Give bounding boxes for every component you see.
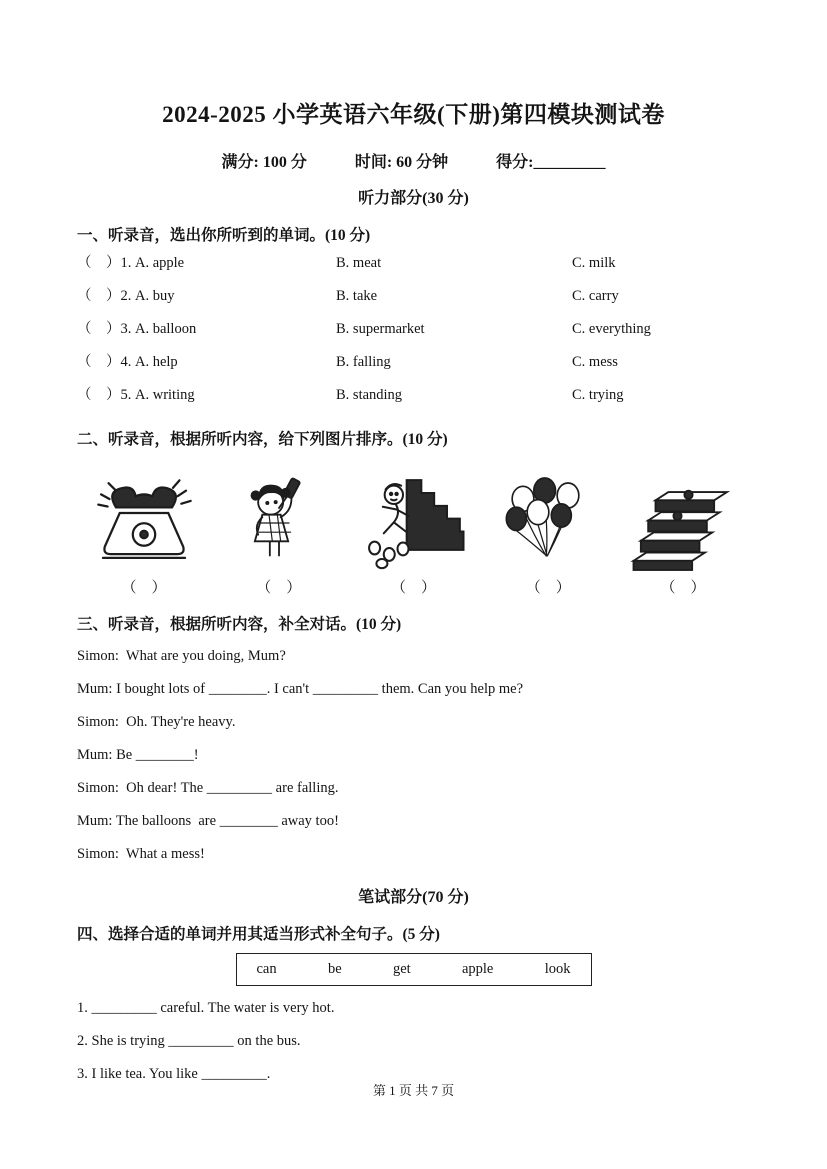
option-c: C. everything xyxy=(572,321,651,337)
choice-row xyxy=(77,379,750,412)
section-2-title: 二、听录音，根据所听内容，给下列图片排序。(10 分) xyxy=(77,431,448,448)
picture-cell xyxy=(212,457,346,597)
picture-cell xyxy=(481,457,615,597)
option-a: A. help xyxy=(135,354,178,370)
picture-cell xyxy=(77,457,211,597)
answer-bracket: （ ） xyxy=(121,580,167,596)
answer-bracket: （ ） xyxy=(256,580,302,596)
picture-row xyxy=(77,457,750,597)
word-bank-word: can xyxy=(256,961,277,977)
boy-falling-image xyxy=(359,457,469,573)
option-c: C. mess xyxy=(572,354,618,370)
time-label: 时间: 60 分钟 xyxy=(354,154,449,171)
balloons-image xyxy=(498,457,598,573)
answer-bracket: （ ）3. xyxy=(77,321,132,337)
option-c: C. carry xyxy=(572,288,619,304)
sentence-line: 3. I like tea. You like _________. xyxy=(77,1066,271,1082)
section-1-choices xyxy=(77,247,750,412)
word-bank-word: apple xyxy=(461,961,494,977)
section-4-title: 四、选择合适的单词并用其适当形式补全句子。(5 分) xyxy=(77,926,440,943)
picture-cell xyxy=(616,457,750,597)
dialogue-line: Simon: What a mess! xyxy=(77,846,205,862)
sentence-line: 1. _________ careful. The water is very hot. xyxy=(77,1000,335,1016)
dialogue-line: Simon: Oh dear! The _________ are falling. xyxy=(77,780,339,796)
option-c: C. milk xyxy=(572,255,616,271)
option-a: A. balloon xyxy=(135,321,197,337)
page-number-footer: 第 1 页 共 7 页 xyxy=(372,1083,455,1098)
option-b: B. meat xyxy=(336,255,382,271)
answer-bracket: （ ） xyxy=(525,580,571,596)
word-bank-word: look xyxy=(544,961,571,977)
choice-row xyxy=(77,247,750,280)
option-c: C. trying xyxy=(572,387,624,403)
section-3-title: 三、听录音，根据所听内容，补全对话。(10 分) xyxy=(77,616,402,633)
dialogue-line: Simon: What are you doing, Mum? xyxy=(77,648,286,664)
listening-section-header: 听力部分(30 分) xyxy=(358,190,469,207)
option-b: B. falling xyxy=(336,354,391,370)
full-score-label: 满分: 100 分 xyxy=(221,154,307,171)
word-bank-word: be xyxy=(327,961,342,977)
answer-bracket: （ ） xyxy=(390,580,436,596)
option-b: B. standing xyxy=(336,387,403,403)
choice-row xyxy=(77,346,750,379)
answer-bracket: （ ）4. xyxy=(77,354,132,370)
dialogue-line: Mum: The balloons are ________ away too! xyxy=(77,813,339,829)
option-a: A. buy xyxy=(135,288,175,304)
answer-bracket: （ ）2. xyxy=(77,288,132,304)
answer-bracket: （ ）1. xyxy=(77,255,132,271)
written-section-header: 笔试部分(70 分) xyxy=(358,889,469,906)
choice-row xyxy=(77,280,750,313)
dialogue-line: Mum: Be ________! xyxy=(77,747,199,763)
fill-in-sentences xyxy=(77,992,750,1091)
balloons-icon xyxy=(498,468,598,573)
dialogue-block xyxy=(77,640,750,871)
section-1-title: 一、听录音，选出你所听到的单词。(10 分) xyxy=(77,227,371,244)
ringing-telephone-image xyxy=(88,457,200,573)
girl-drinking-image xyxy=(229,457,329,573)
boy-falling-down-stairs-icon xyxy=(359,468,469,573)
choice-row xyxy=(77,313,750,346)
word-bank-word: get xyxy=(392,961,411,977)
score-blank: 得分:_________ xyxy=(496,154,606,171)
dialogue-line: Mum: I bought lots of ________. I can't _________ them. Can you help me? xyxy=(77,681,524,697)
sentence-line: 2. She is trying _________ on the bus. xyxy=(77,1033,301,1049)
answer-bracket: （ ） xyxy=(660,580,706,596)
option-b: B. supermarket xyxy=(336,321,425,337)
option-a: A. writing xyxy=(135,387,195,403)
answer-bracket: （ ）5. xyxy=(77,387,132,403)
option-a: A. apple xyxy=(135,255,185,271)
option-b: B. take xyxy=(336,288,378,304)
word-bank-box xyxy=(236,953,592,986)
score-meta-row xyxy=(77,149,750,172)
stairs-image xyxy=(628,457,738,573)
telephone-icon xyxy=(88,468,200,573)
girl-drinking-icon xyxy=(229,468,329,573)
staircase-icon xyxy=(628,468,738,573)
page-title: 2024-2025 小学英语六年级(下册)第四模块测试卷 xyxy=(162,102,665,127)
picture-cell xyxy=(347,457,481,597)
dialogue-line: Simon: Oh. They're heavy. xyxy=(77,714,236,730)
